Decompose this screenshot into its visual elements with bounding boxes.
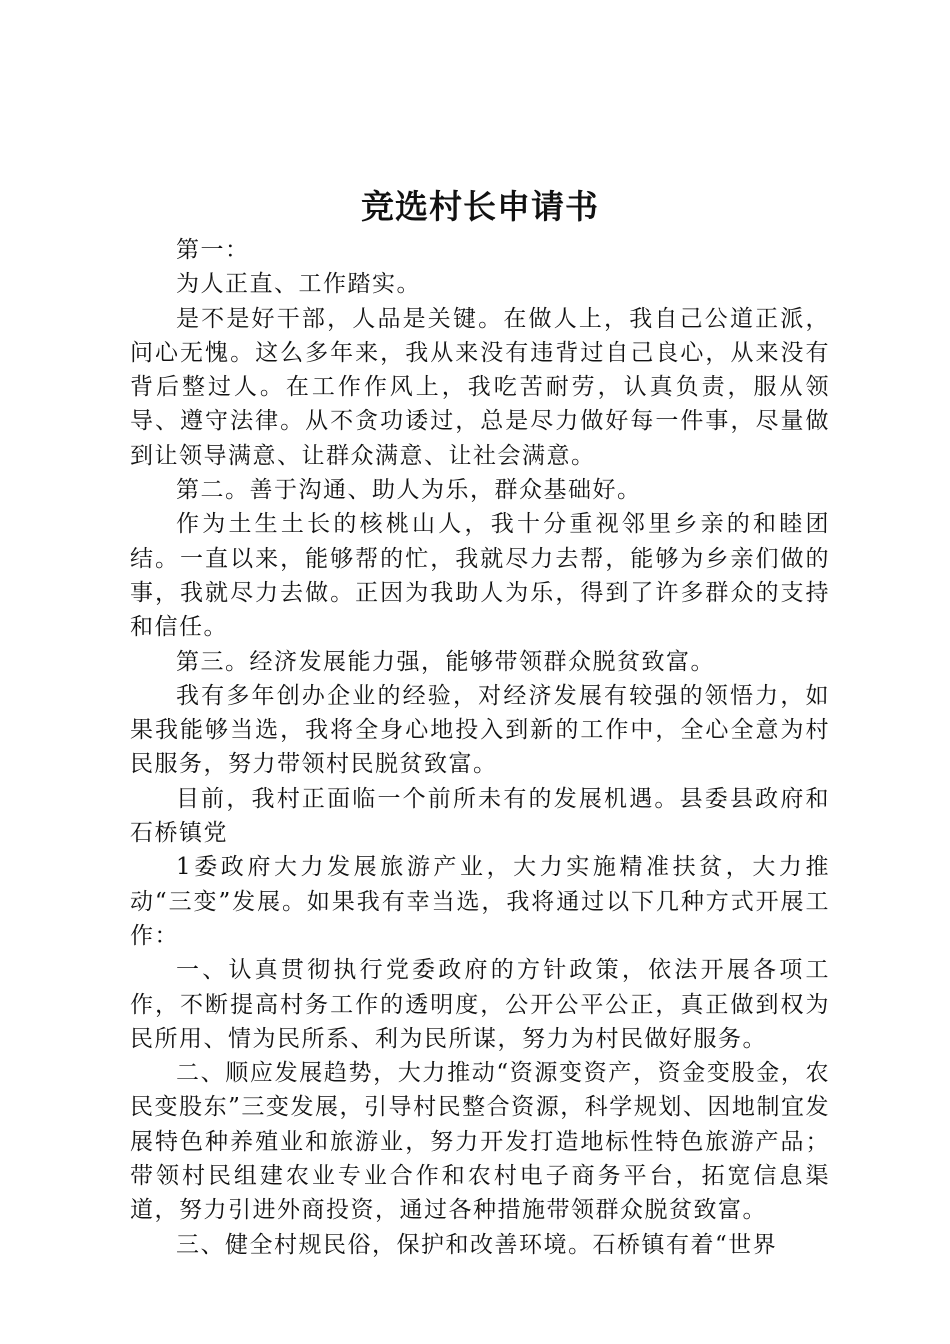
paragraph-11: 二、顺应发展趋势，大力推动“资源变资产，资金变股金，农民变股东”三变发展，引导村民整合资源，科学规划、因地制宜发展特色种养殖业和旅游业，努力开发打造地标性特色旅游产品；带领村民组建农业专业合作和农村电子商务平台，拓宽信息渠道，努力引进外商投资，通过各种措施带领群众脱贫致富。 — [130, 1060, 830, 1224]
document-body — [130, 233, 830, 1262]
paragraph-8: 目前，我村正面临一个前所未有的发展机遇。县委县政府和石桥镇党 — [130, 785, 830, 847]
paragraph-4: 第二。善于沟通、助人为乐，群众基础好。 — [176, 477, 642, 504]
document-title: 竞选村长申请书 — [361, 187, 599, 226]
paragraph-10: 一、认真贯彻执行党委政府的方针政策，依法开展各项工作，不断提高村务工作的透明度，公开公平公正，真正做到权为民所用、情为民所系、利为民所谋，努力为村民做好服务。 — [130, 957, 830, 1052]
paragraph-7: 我有多年创办企业的经验，对经济发展有较强的领悟力，如果我能够当选，我将全身心地投入到新的工作中，全心全意为村民服务，努力带领村民脱贫致富。 — [130, 682, 830, 778]
paragraph-2: 为人正直、工作踏实。 — [176, 271, 421, 298]
paragraph-6: 第三。经济发展能力强，能够带领群众脱贫致富。 — [176, 648, 715, 675]
paragraph-3: 是不是好干部，人品是关键。在做人上，我自己公道正派，问心无愧。这么多年来，我从来没有违背过自己良心，从来没有背后整过人。在工作作风上，我吃苦耐劳，认真负责，服从领导、遵守法律。从不贪功诿过，总是尽力做好每一件事，尽量做到让领导满意、让群众满意、让社会满意。 — [130, 305, 830, 469]
paragraph-12: 三、健全村规民俗，保护和改善环境。石桥镇有着“世界 — [176, 1231, 778, 1258]
paragraph-9: 1委政府大力发展旅游产业，大力实施精准扶贫，大力推动“三变”发展。如果我有幸当选，我将通过以下几种方式开展工作： — [130, 854, 830, 949]
paragraph-1: 第一： — [176, 237, 250, 263]
paragraph-5: 作为土生土长的核桃山人，我十分重视邻里乡亲的和睦团结。一直以来，能够帮的忙，我就尽力去帮，能够为乡亲们做的事，我就尽力去做。正因为我助人为乐，得到了许多群众的支持和信任。 — [130, 511, 830, 641]
